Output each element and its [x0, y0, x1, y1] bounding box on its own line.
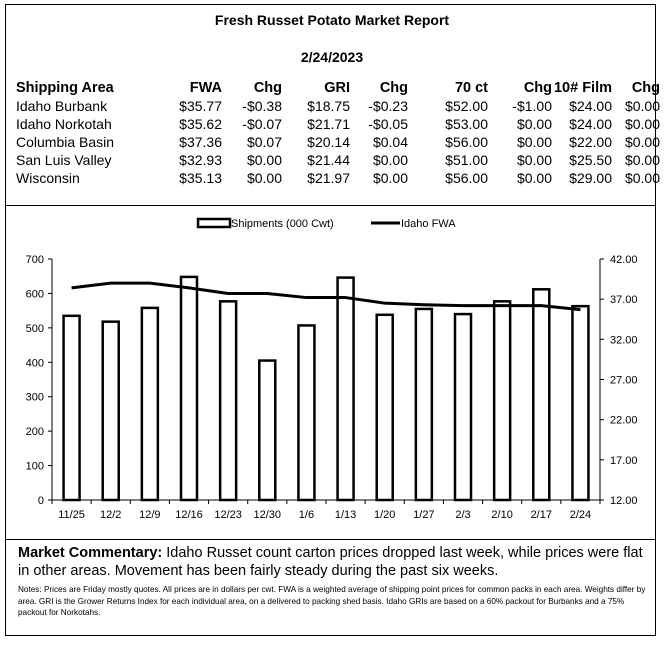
price-cell: -$0.07 [242, 116, 282, 132]
y-left-tick-label: 400 [25, 357, 44, 370]
x-tick-label: 12/30 [253, 509, 282, 521]
x-tick-label: 1/13 [334, 509, 357, 521]
x-tick-label: 12/2 [100, 509, 122, 521]
price-cell: -$1.00 [512, 98, 552, 114]
x-tick-label: 12/23 [214, 509, 242, 521]
price-cell: $18.75 [307, 98, 350, 114]
column-header: Chg [631, 80, 660, 96]
shipment-bar [533, 289, 549, 500]
x-tick-label: 2/3 [455, 509, 471, 521]
shipment-bar [494, 301, 510, 500]
shipment-bar [103, 322, 119, 500]
y-right-tick-label: 42.00 [610, 254, 638, 266]
y-right-tick-label: 22.00 [610, 414, 638, 427]
price-table [16, 79, 660, 187]
y-right-tick-label: 37.00 [610, 294, 638, 307]
commentary-heading: Market Commentary: [18, 545, 163, 561]
shipment-bar [572, 306, 588, 500]
y-right-tick-label: 27.00 [610, 374, 638, 387]
shipment-bar [298, 325, 314, 500]
x-tick-label: 1/27 [413, 509, 435, 521]
price-cell: $0.00 [624, 170, 660, 186]
shipping-area-cell: Wisconsin [16, 170, 80, 186]
column-header: Chg [379, 80, 408, 96]
shipment-bar [142, 308, 158, 500]
price-cell: $51.00 [445, 152, 488, 168]
price-cell: $35.62 [179, 116, 222, 132]
y-left-tick-label: 500 [25, 322, 44, 335]
price-cell: $0.00 [516, 152, 552, 168]
price-cell: $29.00 [569, 170, 612, 186]
table-row [16, 133, 660, 151]
shipment-bar [416, 309, 432, 500]
report-date: 2/24/2023 [300, 49, 364, 65]
y-left-tick-label: 100 [25, 460, 44, 473]
notes: Notes: Prices are Friday mostly quotes. All prices are in dollars per cwt. FWA is a weighted average of shipping point prices for common packs in each area. Weights differ by area. GRI is the Grower Returns Index for each individual area, on a delivered to packing shed basis. Idaho GRIs are based on a 60% packout for Burbanks and a 75% packout for Norkotahs. [18, 585, 646, 617]
x-tick-label: 2/24 [569, 509, 592, 521]
price-cell: $22.00 [569, 134, 612, 150]
price-cell: $24.00 [569, 98, 612, 114]
price-cell: $0.07 [246, 134, 282, 150]
report-title: Fresh Russet Potato Market Report [214, 12, 450, 28]
column-header: Chg [253, 80, 282, 96]
price-cell: $37.36 [179, 134, 222, 150]
shipment-bar [259, 361, 275, 500]
price-cell: $56.00 [445, 170, 488, 186]
shipments-fwa-chart [0, 205, 664, 540]
price-cell: $56.00 [445, 134, 488, 150]
column-header: 70 ct [454, 80, 488, 96]
price-cell: -$0.38 [242, 98, 282, 114]
price-cell: $21.44 [307, 152, 350, 168]
y-left-tick-label: 0 [37, 495, 44, 507]
price-cell: -$0.05 [368, 116, 408, 132]
legend-swatch-shipments [198, 219, 230, 227]
price-cell: $0.00 [624, 116, 660, 132]
column-header: Shipping Area [16, 80, 114, 96]
table-row [16, 97, 660, 115]
table-row [16, 169, 660, 187]
shipping-area-cell: Idaho Burbank [16, 98, 108, 114]
shipping-area-cell: San Luis Valley [16, 152, 112, 168]
price-cell: $35.13 [179, 170, 222, 186]
shipping-area-cell: Columbia Basin [16, 134, 115, 150]
price-cell: $0.00 [624, 152, 660, 168]
shipment-bar [338, 278, 354, 500]
column-header: FWA [189, 80, 222, 96]
price-cell: $0.00 [624, 134, 660, 150]
column-header: 10# Film [553, 80, 612, 96]
price-cell: $21.71 [307, 116, 350, 132]
y-left-tick-label: 600 [25, 288, 44, 301]
market-commentary [18, 544, 648, 580]
price-cell: $52.00 [445, 98, 488, 114]
price-cell: $0.00 [372, 170, 408, 186]
table-row [16, 115, 660, 133]
y-left-tick-label: 200 [25, 426, 44, 439]
y-right-tick-label: 32.00 [610, 334, 638, 347]
price-cell: $0.00 [372, 152, 408, 168]
shipment-bar [220, 301, 236, 500]
table-row [16, 151, 660, 169]
x-tick-label: 12/16 [175, 509, 203, 521]
shipment-bar [455, 314, 471, 500]
shipment-bar [181, 277, 197, 500]
x-tick-label: 1/6 [298, 509, 315, 521]
y-right-tick-label: 12.00 [610, 495, 638, 507]
y-left-tick-label: 700 [25, 254, 44, 266]
x-tick-label: 2/10 [491, 509, 513, 521]
x-tick-label: 2/17 [530, 509, 552, 521]
fwa-line [72, 283, 581, 310]
price-cell: $0.00 [246, 152, 282, 168]
price-cell: $24.00 [569, 116, 612, 132]
column-header: Chg [523, 80, 552, 96]
x-tick-label: 11/25 [58, 509, 85, 521]
price-cell: $21.97 [307, 170, 350, 186]
price-cell: $53.00 [445, 116, 488, 132]
price-cell: -$0.23 [368, 98, 408, 114]
price-cell: $35.77 [179, 98, 222, 114]
shipping-area-cell: Idaho Norkotah [16, 116, 112, 132]
column-header: GRI [324, 80, 350, 96]
commentary-text: Idaho Russet count carton prices dropped last week, while prices were flat in other areas. Movement has been fairly steady during the past six weeks. [18, 545, 643, 579]
price-cell: $32.93 [179, 152, 222, 168]
legend-label-fwa: Idaho FWA [401, 218, 456, 230]
y-left-tick-label: 300 [25, 391, 44, 404]
y-right-tick-label: 17.00 [610, 454, 638, 467]
price-cell: $0.04 [372, 134, 408, 150]
price-cell: $0.00 [516, 134, 552, 150]
table-header-row [16, 79, 660, 97]
price-cell: $0.00 [516, 116, 552, 132]
price-cell: $0.00 [246, 170, 282, 186]
legend-label-shipments: Shipments (000 Cwt) [231, 218, 334, 230]
price-cell: $20.14 [307, 134, 350, 150]
shipment-bar [64, 316, 80, 500]
x-tick-label: 1/20 [374, 509, 396, 521]
shipment-bar [377, 315, 393, 500]
price-cell: $0.00 [624, 98, 660, 114]
price-cell: $0.00 [516, 170, 552, 186]
x-tick-label: 12/9 [139, 509, 161, 521]
price-cell: $25.50 [569, 152, 612, 168]
